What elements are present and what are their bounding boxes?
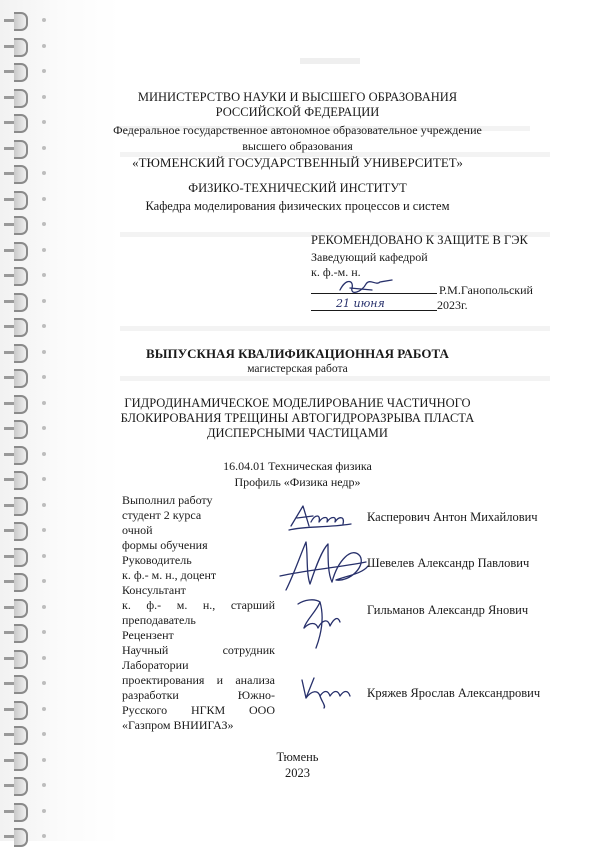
consultant-signature: [290, 592, 346, 652]
binding-ring: [14, 38, 28, 57]
binding-hole: [42, 554, 46, 558]
author-role-line-2: студент 2 курса: [122, 508, 202, 522]
reviewer-signature: [296, 670, 358, 710]
author-role-line-3: очной: [122, 523, 153, 537]
binding-ring: [14, 803, 28, 822]
institute-name: ФИЗИКО-ТЕХНИЧЕСКИЙ ИНСТИТУТ: [188, 181, 407, 195]
binding-ring: [14, 650, 28, 669]
binding-hole: [42, 707, 46, 711]
binding-ring: [14, 726, 28, 745]
binding-hole: [42, 18, 46, 22]
reviewer-role-line-3: Лаборатории: [122, 658, 189, 672]
recommended-for-defense: РЕКОМЕНДОВАНО К ЗАЩИТЕ В ГЭК: [311, 233, 528, 247]
binding-hole: [42, 809, 46, 813]
profile-name: Профиль «Физика недр»: [234, 475, 361, 489]
binding-ring: [14, 242, 28, 261]
reviewer-role-line-6: Русского НГКМ ООО: [122, 703, 275, 717]
reviewer-name: Кряжев Ярослав Александрович: [367, 686, 541, 700]
binding-ring: [14, 497, 28, 516]
reviewer-role-line-4: проектирования и анализа: [122, 673, 275, 687]
binding-hole: [42, 834, 46, 838]
binding-hole: [42, 44, 46, 48]
approval-year: 2023г.: [437, 298, 468, 312]
binding-hole: [42, 324, 46, 328]
supervisor-name: Шевелев Александр Павлович: [367, 556, 530, 570]
institution-type-line-1: Федеральное государственное автономное образовательное учреждение: [113, 123, 482, 137]
specialty-code: 16.04.01 Техническая физика: [223, 459, 372, 473]
author-signature: [285, 500, 357, 536]
ministry-line-2: РОССИЙСКОЙ ФЕДЕРАЦИИ: [215, 105, 380, 119]
thesis-title-line-3: ДИСПЕРСНЫМИ ЧАСТИЦАМИ: [207, 426, 388, 440]
head-of-department-title: Заведующий кафедрой: [311, 250, 428, 264]
university-name: «ТЮМЕНСКИЙ ГОСУДАРСТВЕННЫЙ УНИВЕРСИТЕТ»: [132, 155, 463, 170]
reviewer-role-line-2: Научный сотрудник: [122, 643, 275, 657]
author-role-line-1: Выполнил работу: [122, 493, 213, 507]
binding-hole: [42, 273, 46, 277]
binding-ring: [14, 267, 28, 286]
supervisor-role-line-2: к. ф.- м. н., доцент: [122, 568, 217, 582]
institution-type-line-2: высшего образования: [242, 139, 353, 153]
consultant-role-line-3: преподаватель: [122, 613, 196, 627]
head-degree: к. ф.-м. н.: [311, 265, 361, 279]
department-name: Кафедра моделирования физических процессов и систем: [145, 199, 450, 213]
handwritten-date: 21 июня: [336, 297, 385, 310]
binding-hole: [42, 732, 46, 736]
supervisor-signature: [276, 536, 372, 596]
binding-ring: [14, 675, 28, 694]
reviewer-role-line-5: разработки Южно-: [122, 688, 275, 702]
binding-ring: [14, 624, 28, 643]
author-name: Касперович Антон Михайлович: [367, 510, 538, 524]
reviewer-role-line-1: Рецензент: [122, 628, 174, 642]
binding-hole: [42, 248, 46, 252]
binding-hole: [42, 452, 46, 456]
bleed-through-mark: [300, 58, 360, 64]
binding-hole: [42, 605, 46, 609]
work-level: магистерская работа: [247, 363, 348, 375]
binding-hole: [42, 528, 46, 532]
binding-ring: [14, 318, 28, 337]
supervisor-role-line-1: Руководитель: [122, 553, 192, 567]
head-signature: [336, 274, 396, 296]
consultant-role-line-1: Консультант: [122, 583, 186, 597]
year: 2023: [285, 766, 310, 780]
binding-hole: [42, 503, 46, 507]
binding-hole: [42, 222, 46, 226]
binding-ring: [14, 828, 28, 847]
binding-ring: [14, 599, 28, 618]
author-role-line-4: формы обучения: [122, 538, 208, 552]
binding-hole: [42, 69, 46, 73]
binding-ring: [14, 12, 28, 31]
consultant-role-line-2: к. ф.- м. н., старший: [122, 598, 275, 612]
binding-hole: [42, 299, 46, 303]
binding-ring: [14, 522, 28, 541]
binding-hole: [42, 630, 46, 634]
binding-ring: [14, 701, 28, 720]
binding-ring: [14, 216, 28, 235]
binding-ring: [14, 293, 28, 312]
city: Тюмень: [276, 750, 319, 764]
binding-ring: [14, 548, 28, 567]
binding-ring: [14, 63, 28, 82]
consultant-name: Гильманов Александр Янович: [367, 603, 529, 617]
binding-hole: [42, 579, 46, 583]
ministry-line-1: МИНИСТЕРСТВО НАУКИ И ВЫСШЕГО ОБРАЗОВАНИЯ: [137, 90, 458, 104]
thesis-title-line-1: ГИДРОДИНАМИЧЕСКОЕ МОДЕЛИРОВАНИЕ ЧАСТИЧНОГО: [124, 396, 471, 410]
reviewer-role-line-7: «Газпром ВНИИГАЗ»: [122, 718, 234, 732]
bleed-through-mark: [120, 326, 550, 331]
thesis-title-line-2: БЛОКИРОВАНИЯ ТРЕЩИНЫ АВТОГИДРОРАЗРЫВА ПЛАСТА: [120, 411, 475, 425]
head-name: Р.М.Ганопольский: [439, 283, 533, 297]
work-type: ВЫПУСКНАЯ КВАЛИФИКАЦИОННАЯ РАБОТА: [146, 346, 449, 361]
binding-ring: [14, 573, 28, 592]
binding-hole: [42, 171, 46, 175]
binding-hole: [42, 656, 46, 660]
binding-hole: [42, 783, 46, 787]
binding-hole: [42, 681, 46, 685]
